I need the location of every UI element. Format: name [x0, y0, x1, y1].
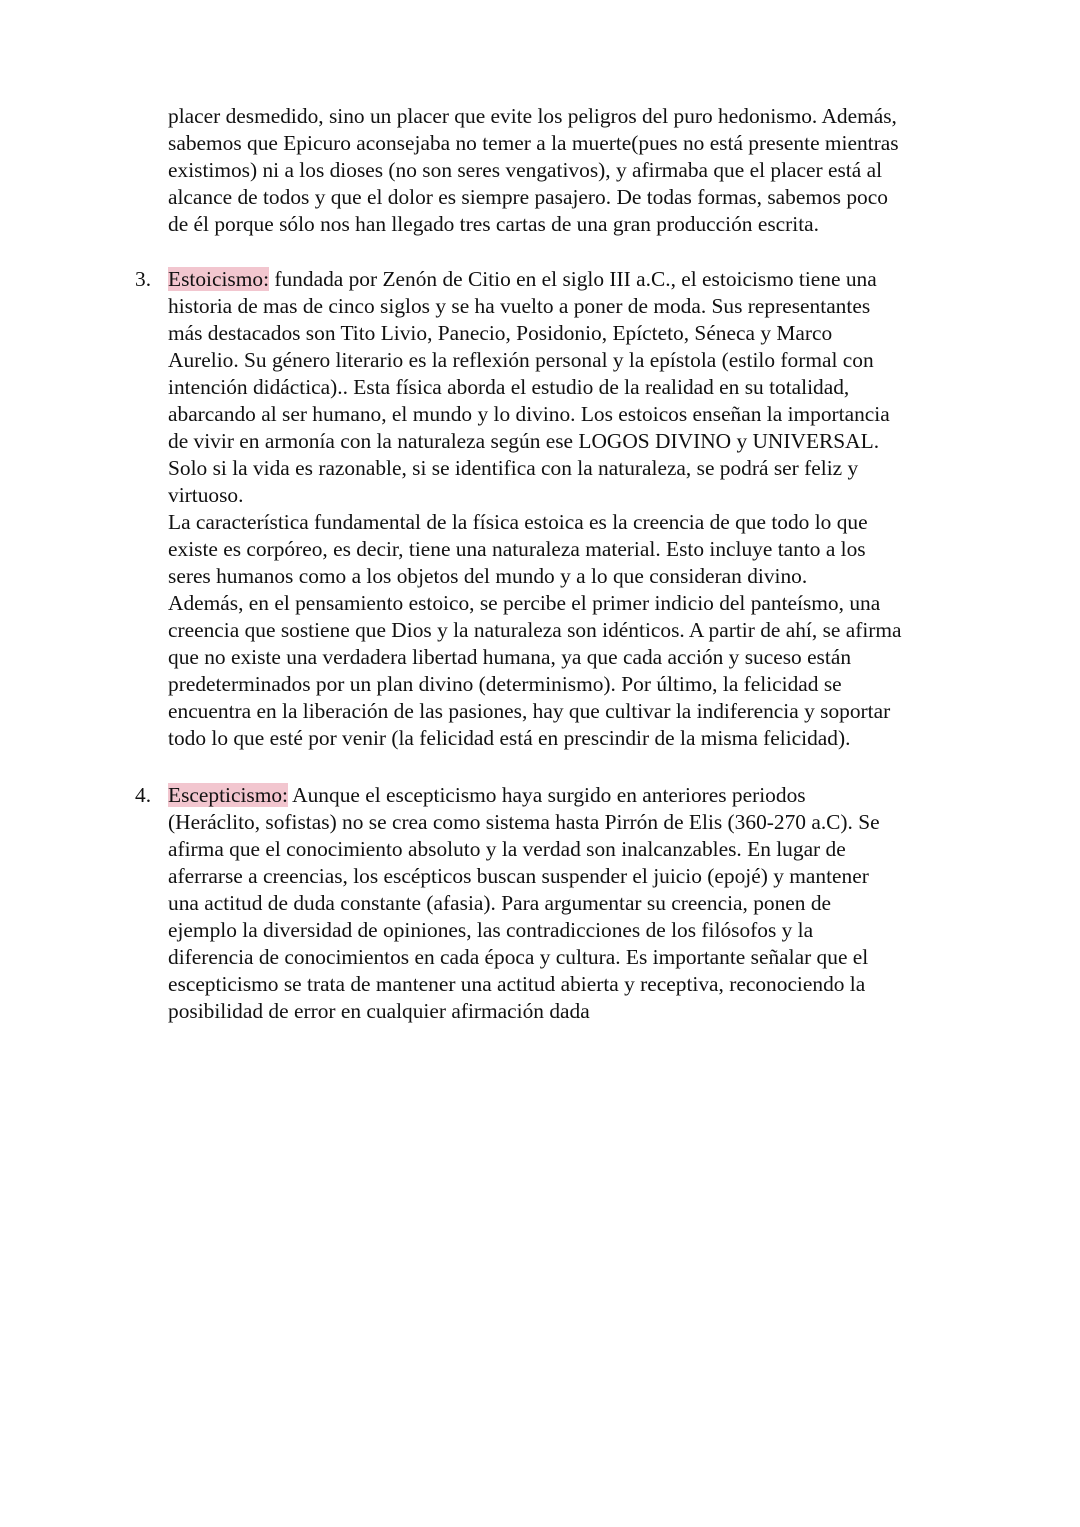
first-line-text: Aunque el escepticismo haya surgido en anteriores periodos — [288, 783, 806, 807]
paragraph-line: una actitud de duda constante (afasia). Para argumentar su creencia, ponen de — [168, 891, 832, 915]
paragraph-line: diferencia de conocimientos en cada época y cultura. Es importante señalar que el — [168, 945, 869, 969]
intro-line: existimos) ni a los dioses (no son seres vengativos), y afirmaba que el placer está al — [168, 158, 883, 182]
estoicismo-paragraph — [168, 266, 998, 752]
paragraph-line: Además, en el pensamiento estoico, se percibe el primer indicio del panteísmo, una — [168, 591, 881, 615]
first-line — [168, 266, 998, 293]
intro-paragraph — [168, 103, 998, 238]
paragraph-line: predeterminados por un plan divino (determinismo). Por último, la felicidad se — [168, 672, 842, 696]
intro-line: alcance de todos y que el dolor es siempre pasajero. De todas formas, sabemos poco — [168, 185, 888, 209]
escepticismo-paragraph — [168, 782, 998, 1025]
paragraph-line: de vivir en armonía con la naturaleza según ese LOGOS DIVINO y UNIVERSAL. — [168, 429, 880, 453]
paragraph-line: historia de mas de cinco siglos y se ha vuelto a poner de moda. Sus representantes — [168, 294, 871, 318]
paragraph-line: creencia que sostiene que Dios y la naturaleza son idénticos. A partir de ahí, se afirma — [168, 618, 902, 642]
paragraph-line: existe es corpóreo, es decir, tiene una naturaleza material. Esto incluye tanto a los — [168, 537, 866, 561]
intro-line: de él porque sólo nos han llegado tres cartas de una gran producción escrita. — [168, 212, 819, 236]
paragraph-line: La característica fundamental de la física estoica es la creencia de que todo lo que — [168, 510, 868, 534]
paragraph-line: virtuoso. — [168, 483, 244, 507]
paragraph-line: afirma que el conocimiento absoluto y la verdad son inalcanzables. En lugar de — [168, 837, 846, 861]
paragraph-line: posibilidad de error en cualquier afirmación dada — [168, 999, 590, 1023]
paragraph-line: ejemplo la diversidad de opiniones, las contradicciones de los filósofos y la — [168, 918, 814, 942]
paragraph-line: todo lo que esté por venir (la felicidad está en prescindir de la misma felicidad). — [168, 726, 851, 750]
paragraph-line: Solo si la vida es razonable, si se identifica con la naturaleza, se podrá ser feliz y — [168, 456, 859, 480]
list-number: 3. — [135, 267, 152, 291]
paragraph-line: que no existe una verdadera libertad humana, ya que cada acción y suceso están — [168, 645, 852, 669]
intro-line: placer desmedido, sino un placer que evite los peligros del puro hedonismo. Además, — [168, 104, 897, 128]
paragraph-line: seres humanos como a los objetos del mundo y a lo que consideran divino. — [168, 564, 808, 588]
list-number: 4. — [135, 783, 152, 807]
paragraph-line: abarcando al ser humano, el mundo y lo divino. Los estoicos enseñan la importancia — [168, 402, 890, 426]
highlighted-term: Escepticismo: — [168, 783, 288, 807]
highlighted-term: Estoicismo: — [168, 267, 270, 291]
paragraph-line: más destacados son Tito Livio, Panecio, Posidonio, Epícteto, Séneca y Marco — [168, 321, 833, 345]
paragraph-line: intención didáctica).. Esta física aborda el estudio de la realidad en su totalidad, — [168, 375, 850, 399]
paragraph-line: escepticismo se trata de mantener una actitud abierta y receptiva, reconociendo la — [168, 972, 866, 996]
first-line — [168, 782, 998, 809]
intro-line: sabemos que Epicuro aconsejaba no temer a la muerte(pues no está presente mientras — [168, 131, 899, 155]
paragraph-line: aferrarse a creencias, los escépticos buscan suspender el juicio (epojé) y mantener — [168, 864, 869, 888]
paragraph-line: encuentra en la liberación de las pasiones, hay que cultivar la indiferencia y soportar — [168, 699, 891, 723]
first-line-text: fundada por Zenón de Citio en el siglo III a.C., el estoicismo tiene una — [269, 267, 877, 291]
paragraph-line: Aurelio. Su género literario es la reflexión personal y la epístola (estilo formal con — [168, 348, 874, 372]
paragraph-line: (Heráclito, sofistas) no se crea como sistema hasta Pirrón de Elis (360-270 a.C). Se — [168, 810, 880, 834]
